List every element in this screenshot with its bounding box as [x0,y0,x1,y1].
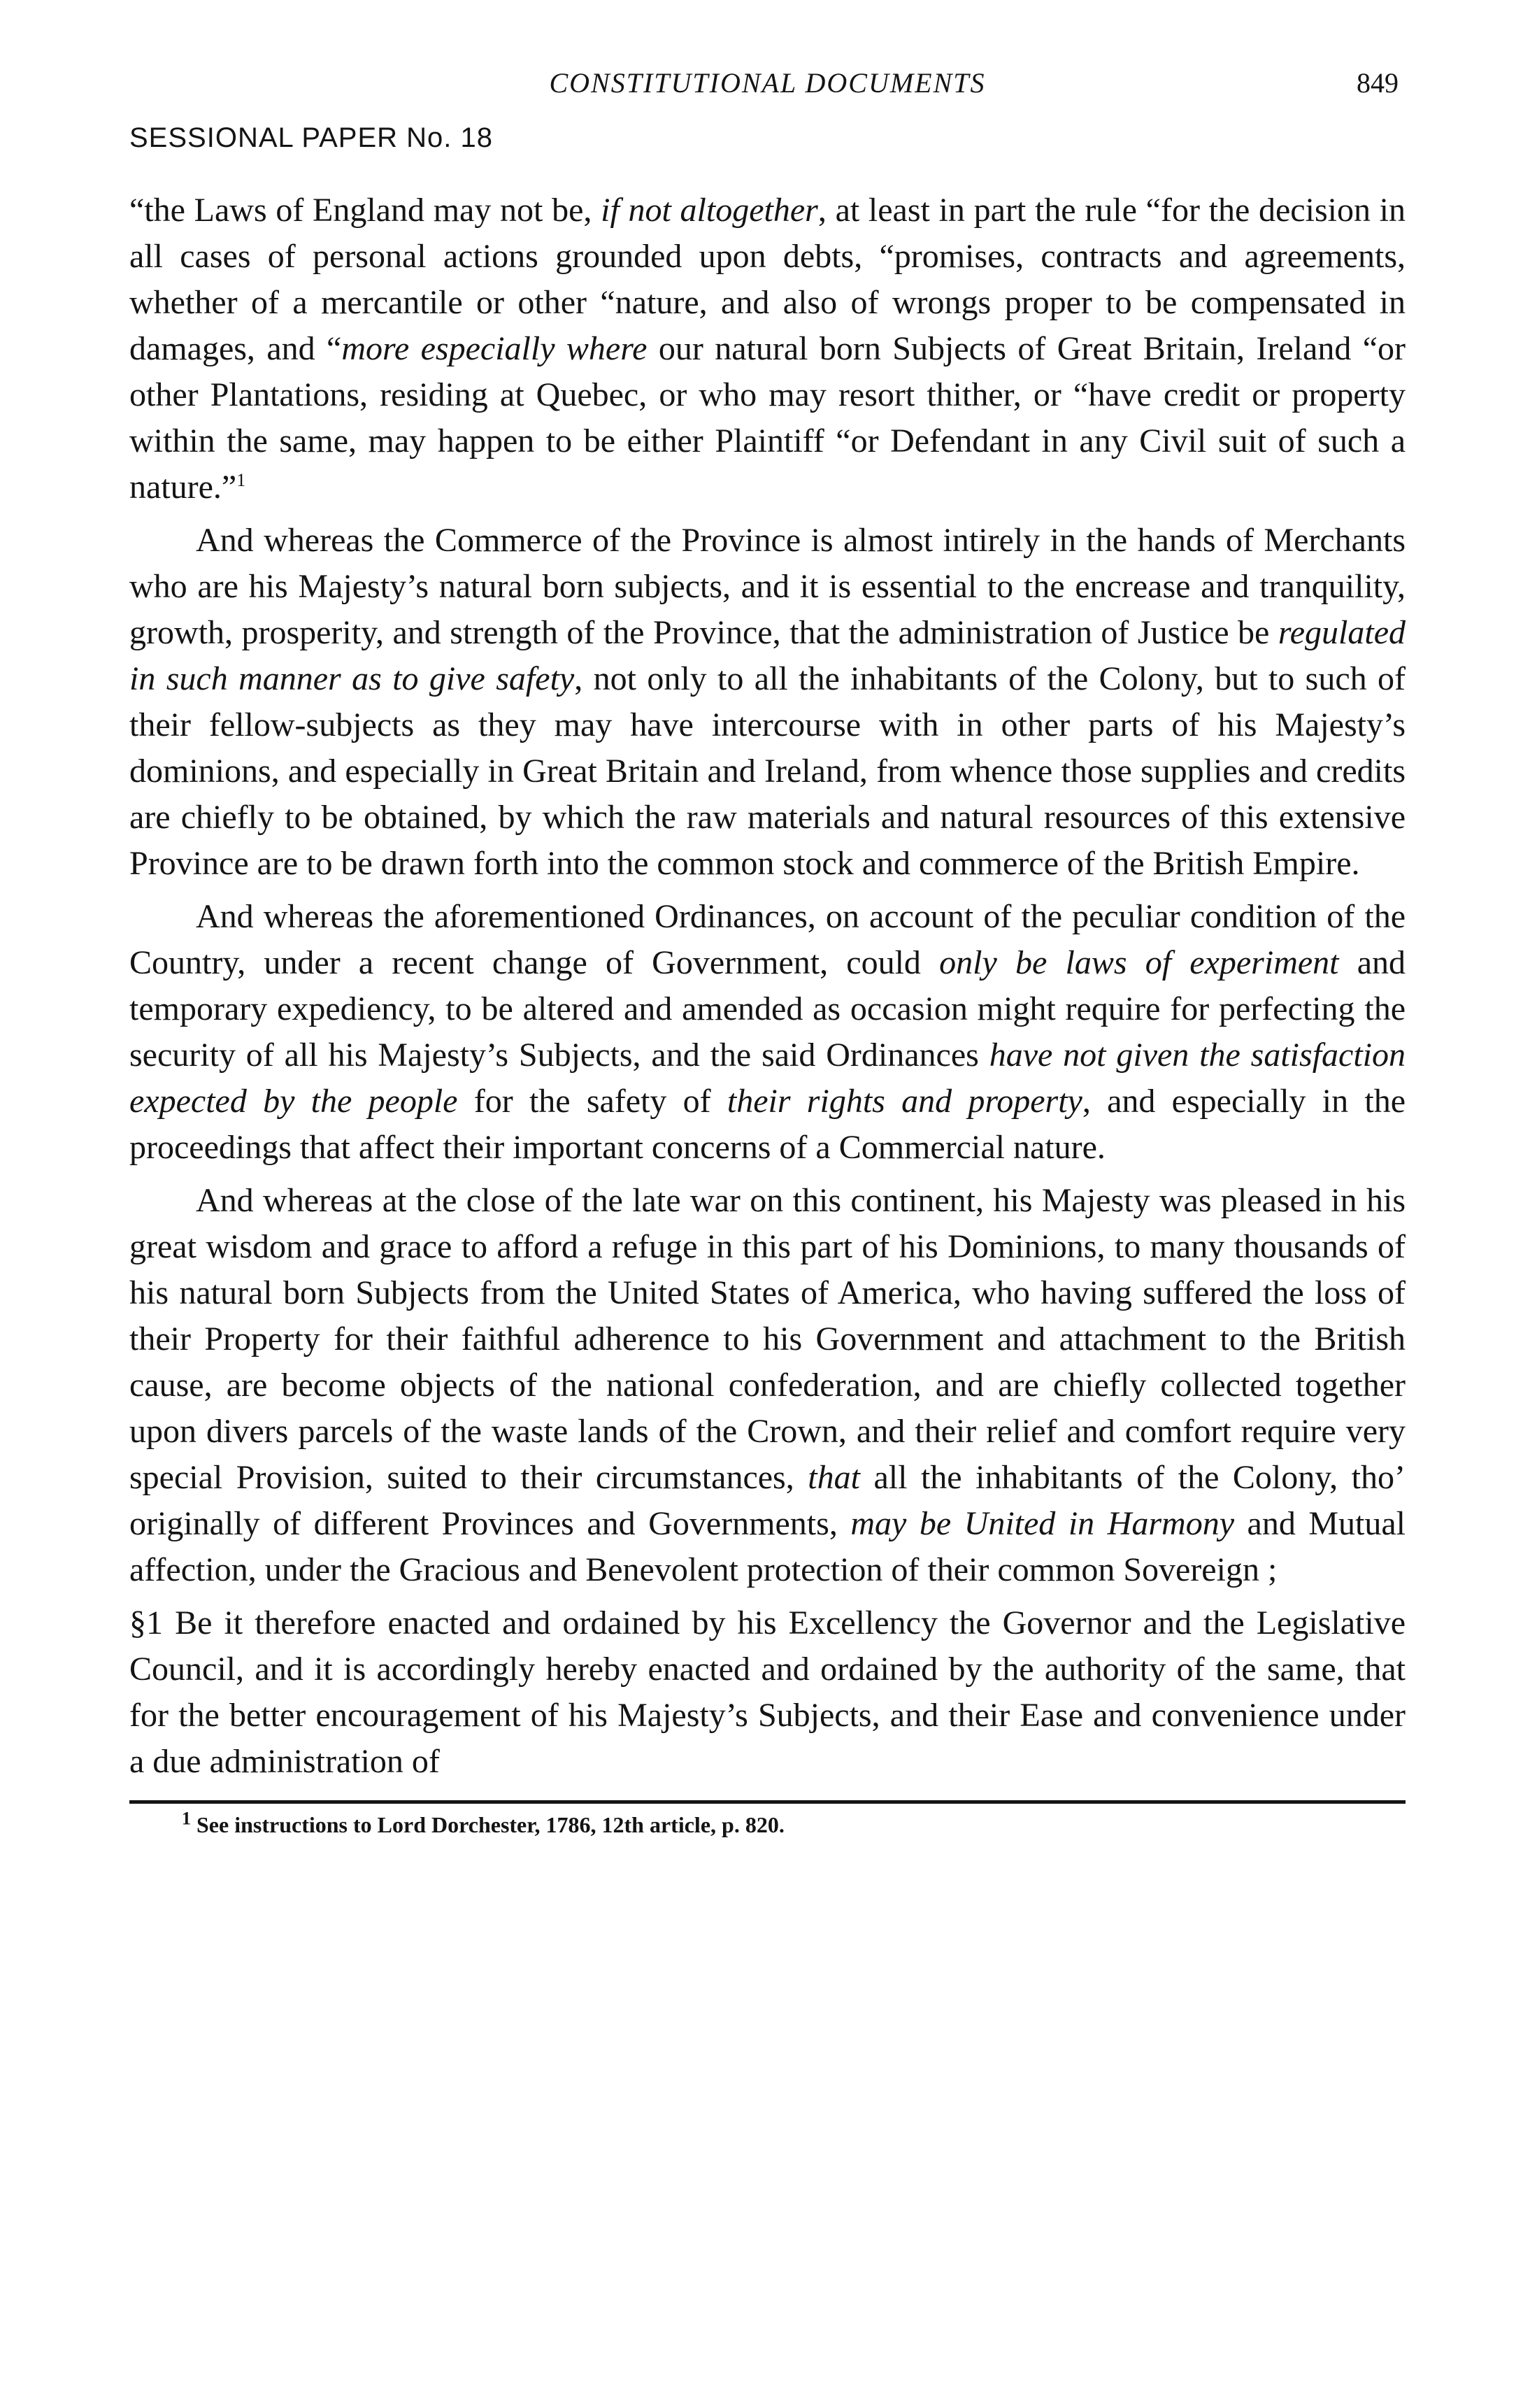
text-run: our natural born Subjects of Great Britain, Ireland “or other Plantations, residing at Quebec, or who may resort thither, or “have credit or property within the same, may happen to be either Plaintiff “or Defendant in any Civil suit of such a nature.” [129,330,1406,506]
text-run: , not only to all the inhabitants of the Colony, but to such of their fellow-subjects as they may have intercourse with in other parts of his Majesty’s dominions, and especially in Great Britain and Ireland, from whence those supplies and credits are chiefly to be obtained, by which the raw materials and natural resources of this extensive Province are to be drawn forth into the common stock and commerce of the British Empire. [129,660,1406,882]
footnote-marker: 1 [182,1808,191,1829]
italic-emphasis: have not given the satisfaction expected by the people [129,1036,1406,1120]
text-run: “the Laws of England may not be, [129,192,601,229]
footnote-reference: 1 [236,470,246,490]
text-run: And whereas the Commerce of the Province is almost intirely in the hands of Merchants who are his Majesty’s natural born subjects, and it is essential to the encrease and tranquility, growth, prosperity, and strength of the Province, that the administration of Justice be [129,522,1406,651]
italic-emphasis: their rights and property [727,1083,1082,1120]
footnote-rule [129,1800,1406,1804]
body-text [129,187,1406,1785]
text-run: And whereas at the close of the late war on this continent, his Majesty was pleased in his great wisdom and grace to afford a refuge in this part of his Dominions, to many thousands of his natural born Subjects from the United States of America, who having suffered the loss of their Property for their faithful adherence to his Government and attachment to the British cause, are become objects of the national confederation, and are chiefly collected together upon divers parcels of the waste lands of the Crown, and their relief and comfort require very special Provision, suited to their circumstances, [129,1182,1406,1496]
text-run: , and especially in the proceedings that affect their important concerns of a Commercial nature. [129,1083,1406,1166]
italic-emphasis: may be United in Harmony [850,1505,1234,1542]
running-title: CONSTITUTIONAL DOCUMENTS [549,67,986,99]
document-page [129,66,1406,1838]
text-run: all the inhabitants of the Colony, tho’ originally of different Provinces and Governments, [129,1459,1406,1542]
paragraph-section-1 [129,1600,1406,1785]
running-head [129,66,1406,108]
paragraph-commerce [129,518,1406,887]
paragraph-ordinances [129,894,1406,1171]
sessional-paper-label: SESSIONAL PAPER No. 18 [129,122,493,153]
text-run: And whereas the aforementioned Ordinances, on account of the peculiar condition of the Country, under a recent change of Government, could [129,898,1406,981]
italic-emphasis: if not altogether [601,192,818,229]
paragraph-loyalists [129,1178,1406,1593]
footnote [182,1808,1406,1838]
footnote-text: See instructions to Lord Dorchester, 1786, 12th article, p. 820. [191,1812,785,1837]
text-run: for the safety of [457,1083,727,1120]
paragraph-quotation [129,187,1406,511]
text-run: , at least in part the rule “for the decision in all cases of personal actions grounded upon debts, “promises, contracts and agreements, whether of a mercantile or other “nature, and also of wrongs proper to be compensated in damages, and “ [129,192,1406,367]
text-run: §1 Be it therefore enacted and ordained by his Excellency the Governor and the Legislative Council, and it is accordingly hereby enacted and ordained by the authority of the same, that for the better encouragement of his Majesty’s Subjects, and their Ease and convenience under a due administration of [129,1604,1406,1780]
italic-emphasis: more especially where [341,330,648,367]
page-number: 849 [1357,67,1399,99]
italic-emphasis: that [808,1459,860,1496]
text-run: and Mutual affection, under the Gracious and Benevolent protection of their common Sovereign ; [129,1505,1406,1588]
text-run: and temporary expediency, to be altered and amended as occasion might require for perfecting the security of all his Majesty’s Subjects, and the said Ordinances [129,944,1406,1074]
italic-emphasis: only be laws of experiment [939,944,1339,981]
italic-emphasis: regulated in such manner as to give safety [129,614,1406,697]
